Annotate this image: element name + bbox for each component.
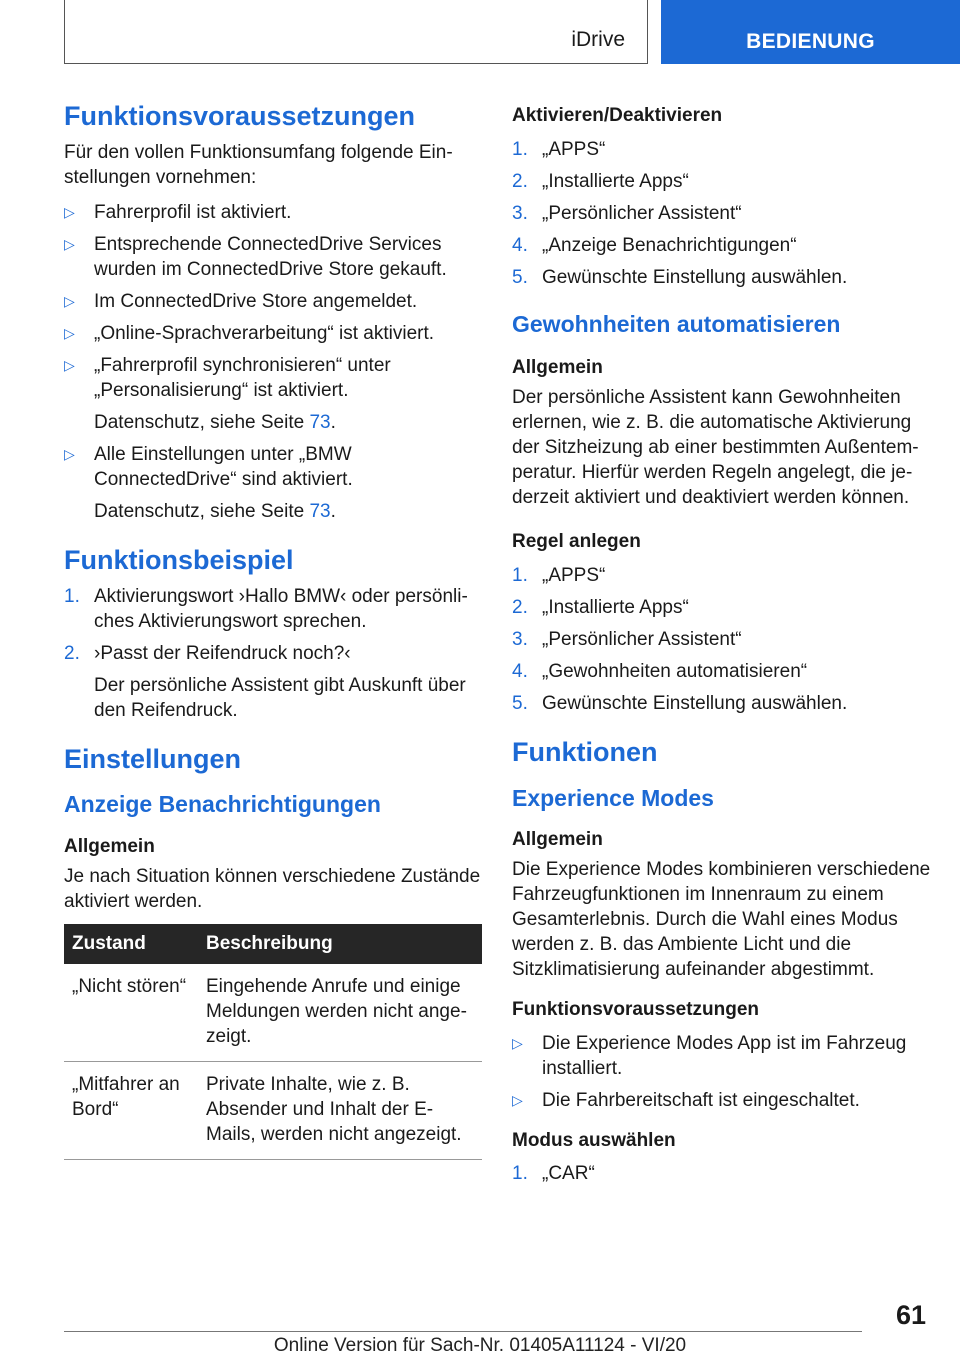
list-item: ▷ Die Experience Modes App ist im Fahrzeug installiert. <box>512 1032 907 1079</box>
page-link-73[interactable]: 73 <box>309 500 331 522</box>
privacy-note: Datenschutz, siehe Seite 73. <box>94 500 336 522</box>
triangle-bullet-icon: ▷ <box>64 292 75 309</box>
column-header-description: Beschreibung <box>198 924 482 964</box>
activate-steps <box>512 137 932 290</box>
heading-habits: Gewohnheiten automatisieren <box>512 310 841 337</box>
list-item: 1. „CAR“ <box>512 1163 595 1185</box>
list-item: 4. „Anzeige Benachrichtigungen“ <box>512 234 797 256</box>
heading-general: Allgemein <box>512 357 603 379</box>
triangle-bullet-icon: ▷ <box>64 445 75 462</box>
heading-functions: Funktionen <box>512 736 658 767</box>
list-item: 2. „Installierte Apps“ <box>512 170 689 192</box>
list-item: 1. Aktivierungswort ›Hallo BMW‹ oder persönliches Aktivierungswort sprechen. <box>64 585 468 632</box>
cell-state: „Nicht stören“ <box>64 964 198 1062</box>
privacy-note: Datenschutz, siehe Seite 73. <box>94 411 336 433</box>
triangle-bullet-icon: ▷ <box>64 203 75 220</box>
list-item: 3. „Persönlicher Assistent“ <box>512 202 742 224</box>
habits-text: Der persönliche Assistent kann Gewohnheiten erlernen, wie z. B. die automatische Aktivierung der Sitzheizung ab einer bestimmten Außentemperatur. Hierfür werden Regeln angelegt, die jederzeit aktiviert und deaktiviert werden können. <box>512 387 919 509</box>
heading-notifications: Anzeige Benachrichtigungen <box>64 791 381 818</box>
heading-experience-modes: Experience Modes <box>512 784 714 811</box>
prerequisites-list <box>512 1031 932 1113</box>
select-steps <box>512 1161 932 1186</box>
list-item: ▷ Im ConnectedDrive Store angemeldet. <box>64 290 418 312</box>
general-text: Je nach Situation können verschiedene Zustände aktiviert werden. <box>64 865 481 912</box>
list-item: 4. „Gewohnheiten automatisieren“ <box>512 660 808 682</box>
prerequisites-intro: Für den vollen Funktionsumfang folgende Einstellungen vornehmen: <box>64 141 453 188</box>
heading-prerequisites: Funktionsvoraussetzungen <box>512 999 760 1020</box>
cell-description: Private Inhalte, wie z. B. Absender und Inhalt der E-Mails, werden nicht angezeigt. <box>198 1061 482 1159</box>
table-row <box>64 964 482 1062</box>
triangle-bullet-icon: ▷ <box>64 324 75 341</box>
list-item: 2. ›Passt der Reifendruck noch?‹ Der persönliche Assistent gibt Auskunft über den Reifendruck. <box>64 642 466 721</box>
list-item: 1. „APPS“ <box>512 138 606 160</box>
list-item: 5. Gewünschte Einstellung auswählen. <box>512 266 848 288</box>
footer-divider <box>64 1331 862 1332</box>
heading-select-mode: Modus auswählen <box>512 1129 676 1151</box>
states-table <box>64 924 482 1160</box>
triangle-bullet-icon: ▷ <box>64 235 75 252</box>
table-header-row <box>64 924 482 964</box>
page-link-73[interactable]: 73 <box>309 411 331 433</box>
list-item: ▷ Fahrerprofil ist aktiviert. <box>64 201 292 223</box>
heading-rule: Regel anlegen <box>512 531 641 553</box>
heading-prerequisites: Funktionsvoraussetzungen <box>64 101 416 131</box>
heading-general: Allgemein <box>64 836 155 857</box>
header-section-title: iDrive <box>571 28 625 51</box>
cell-description: Eingehende Anrufe und einige Meldungen werden nicht angezeigt. <box>198 964 482 1062</box>
list-item: ▷ „Fahrerprofil synchronisieren“ unter „Personalisierung“ ist aktiviert. Datenschutz, siehe Seite 73. <box>64 353 482 435</box>
page-number: 61 <box>896 1300 927 1330</box>
column-header-state: Zustand <box>64 924 198 964</box>
list-item: 2. „Installierte Apps“ <box>512 596 689 618</box>
triangle-bullet-icon: ▷ <box>512 1091 523 1108</box>
heading-activate: Aktivieren/Deaktivieren <box>512 105 723 126</box>
list-item: 5. Gewünschte Einstellung auswählen. <box>512 692 848 714</box>
heading-general: Allgemein <box>512 829 603 851</box>
heading-example: Funktionsbeispiel <box>64 544 294 575</box>
rule-steps <box>512 563 932 716</box>
list-item: ▷ Entsprechende ConnectedDrive Services wurden im ConnectedDrive Store gekauft. <box>64 233 447 280</box>
list-item: 1. „APPS“ <box>512 564 606 586</box>
list-item: ▷ Alle Einstellungen unter „BMW ConnectedDrive“ sind aktiviert. Datenschutz, siehe Seite 73. <box>64 442 482 524</box>
table-row <box>64 1061 482 1159</box>
example-list <box>64 584 482 723</box>
prerequisites-list <box>64 200 482 524</box>
header-chapter-tab: BEDIENUNG <box>661 0 960 64</box>
left-column <box>64 100 482 1160</box>
list-item: 3. „Persönlicher Assistent“ <box>512 628 742 650</box>
cell-state: „Mitfahrer an Bord“ <box>64 1061 198 1159</box>
header-section-box <box>64 0 648 64</box>
list-item: ▷ „Online-Sprachverarbeitung“ ist aktiviert. <box>64 322 435 344</box>
right-column <box>512 104 932 1200</box>
triangle-bullet-icon: ▷ <box>512 1034 523 1051</box>
list-item: ▷ Die Fahrbereitschaft ist eingeschaltet. <box>512 1089 860 1111</box>
triangle-bullet-icon: ▷ <box>64 356 75 373</box>
heading-settings: Einstellungen <box>64 743 242 774</box>
experience-text: Die Experience Modes kombinieren verschiedene Fahrzeugfunktionen im Innenraum zu einem Gesamterlebnis. Durch die Wahl eines Modus werden z. B. das Ambiente Licht und die Sitzklimatisierung aufeinander abgestimmt. <box>512 859 931 980</box>
footer-text: Online Version für Sach-Nr. 01405A11124 - VI/20 <box>273 1335 687 1356</box>
